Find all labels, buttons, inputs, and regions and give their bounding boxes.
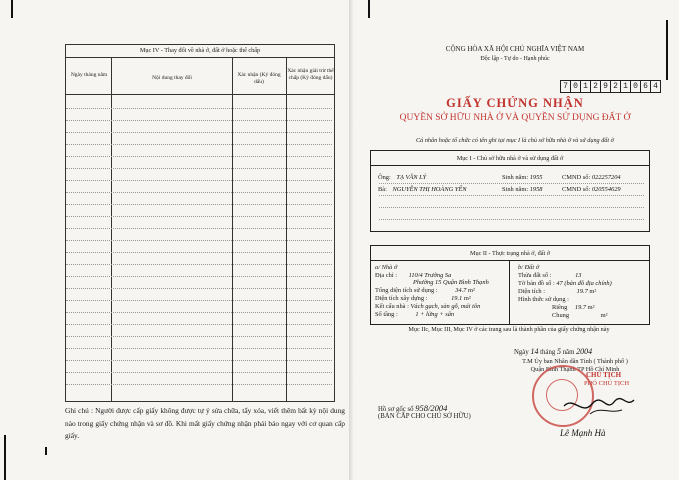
house-label: a/ Nhà ở — [375, 264, 398, 271]
col-header-content: Nội dung thay đổi — [152, 75, 192, 81]
table-row — [66, 288, 332, 289]
certificate-heading: GIẤY CHỨNG NHẬN — [446, 96, 584, 110]
chairman-title: CHỦ TỊCH — [586, 371, 622, 379]
table-row — [66, 144, 332, 145]
table-row — [66, 192, 332, 193]
serial-number: 7 0 1 2 9 2 1 0 6 4 — [560, 80, 661, 93]
issue-date: Ngày 14 tháng 5 năm 2004 — [514, 347, 593, 356]
table-row — [66, 168, 332, 169]
sections-note: Mục IIc, Mục III, Mục IV ở các trang sau là thành phần của giấy chứng nhận này — [408, 326, 610, 333]
table-row — [66, 360, 332, 361]
section-iv-title: Mục IV - Thay đổi về nhà ở, đất ở hoặc thế chấp — [139, 47, 261, 54]
page-fold — [349, 0, 353, 480]
table-row — [66, 276, 332, 277]
certificate-page: Mục IV - Thay đổi về nhà ở, đất ở hoặc thế chấp Ngày tháng năm Nội dung thay đổi Xác nhận (Ký đóng dấu) Xác nhận giải trừ thế chấp (Ký đóng dấu) Ghi chú : Người được cấp giấy không được tự ý sửa chữa, tẩy xóa, viết thêm bất kỳ nội dung nào trong giấy chứng nhận và sơ đồ. Khi mất giấy chứng nhận phải báo ngay với cơ quan cấp giấy. CỘNG HÒA XÃ HỘI CHỦ NGHĨA VIỆT NAM Độc lập - Tự do - Hạnh phúc 7 0 1 2 9 2 1 0 6 4 GIẤY CHỨNG NHẬN QUYỀN SỞ HỮU NHÀ Ở VÀ QUYỀN SỬ DỤNG ĐẤT Ở Cá nhân hoặc tổ chức có tên ghi tại mục I là chủ sở hữu nhà ở và sử dụng đất ở Mục I - Chủ sở hữu nhà ở và sử dụng đất ở Ông: TẠ VĂN LÝ Sinh năm: 1955 CMND số: 022257204 Bà: NGUYỄN THỊ HOÀNG YẾN Sinh năm: 1958 CMND số: 020554629 Mục II - Thực trạng nhà ở, đất ở a/ Nhà ở Địa chỉ : 110/4 Trường Sa Phường 15 Quận Bình Thạnh Tổng diện tích sử dụng : 34.7 m² Diện tích xây dựng : 19.1 m² Kết cấu nhà : Vách gạch, sàn gỗ, mái tôn Số tầng : 1 + lửng + sân b/ Đất ở Thửa đất số : 13 Tờ bản đồ số : 47 (bản đồ địa chính) Diện tích : 19.7 m² Hình thức sử dụng : Riêng 19.7 m² Chung m² Mục IIc, Mục III, Mục IV ở các trang sau là thành phần của giấy chứng nhận này Ngày 14 tháng 5 năm 2004 T.M Ủy ban Nhân dân Tỉnh ( Thành phố ) Quận Bình Thạnh TP Hồ Chí Minh CHỦ TỊCH PHÓ CHỦ TỊCH Lê Mạnh Hà Hồ sơ gốc số 958/2004 (BẢN CẤP CHO CHỦ SỞ HỮU) — [0, 0, 679, 480]
record-number: Hồ sơ gốc số 958/2004 — [378, 403, 448, 413]
table-row — [66, 228, 332, 229]
table-row — [66, 204, 332, 205]
table-row — [66, 300, 332, 301]
table-row — [66, 120, 332, 121]
table-row — [66, 156, 332, 157]
issuer-line: T.M Ủy ban Nhân dân Tỉnh ( Thành phố ) — [522, 358, 628, 365]
table-row — [66, 372, 332, 373]
certificate-intro: Cá nhân hoặc tổ chức có tên ghi tại mục I là chủ sở hữu nhà ở và sử dụng đất ở — [416, 137, 614, 144]
table-row — [66, 324, 332, 325]
col-header-mortgage: Xác nhận giải trừ thế chấp (Ký đóng dấu) — [287, 68, 334, 81]
table-row — [66, 216, 332, 217]
scan-mark — [368, 0, 370, 18]
table-row — [66, 384, 332, 385]
table-row — [66, 264, 332, 265]
table-row — [66, 108, 332, 109]
national-motto: Độc lập - Tự do - Hạnh phúc — [480, 56, 550, 62]
scan-mark — [4, 435, 6, 480]
table-row — [66, 312, 332, 313]
table-row — [66, 132, 332, 133]
col-header-date: Ngày tháng năm — [70, 72, 108, 78]
signer-name: Lê Mạnh Hà — [560, 428, 606, 438]
national-title: CỘNG HÒA XÃ HỘI CHỦ NGHĨA VIỆT NAM — [445, 45, 585, 53]
section-ii-title: Mục II - Thực trạng nhà ở, đất ở — [469, 250, 551, 257]
table-row — [66, 240, 332, 241]
table-row — [66, 252, 332, 253]
table-row — [66, 348, 332, 349]
scan-mark — [666, 20, 668, 80]
section-i-title: Mục I - Chủ sở hữu nhà ở và sử dụng đất ở — [456, 155, 564, 162]
table-row — [66, 336, 332, 337]
land-label: b/ Đất ở — [518, 264, 540, 271]
table-row — [66, 180, 332, 181]
col-header-confirmation: Xác nhận (Ký đóng dấu) — [237, 72, 281, 85]
footnote: Ghi chú : Người được cấp giấy không được tự ý sửa chữa, tẩy xóa, viết thêm bất kỳ nội dung nào trong giấy chứng nhận và sơ đồ. Khi mất giấy chứng nhận phải báo ngay với cơ quan cấp giấy. — [65, 406, 345, 440]
issuer-org: Quận Bình Thạnh TP Hồ Chí Minh — [530, 366, 620, 373]
signature-mark — [560, 392, 640, 422]
scan-mark — [11, 0, 13, 18]
scan-mark — [45, 447, 47, 455]
vice-chairman-title: PHÓ CHỦ TỊCH — [584, 380, 630, 387]
certificate-subheading: QUYỀN SỞ HỮU NHÀ Ở VÀ QUYỀN SỬ DỤNG ĐẤT Ở — [399, 113, 631, 123]
copy-owner-note: (BẢN CẤP CHO CHỦ SỞ HỮU) — [378, 413, 471, 420]
owner-1-row: Ông: TẠ VĂN LÝ — [378, 174, 427, 181]
owner-2-row: Bà: NGUYỄN THỊ HOÀNG YẾN — [378, 186, 467, 193]
